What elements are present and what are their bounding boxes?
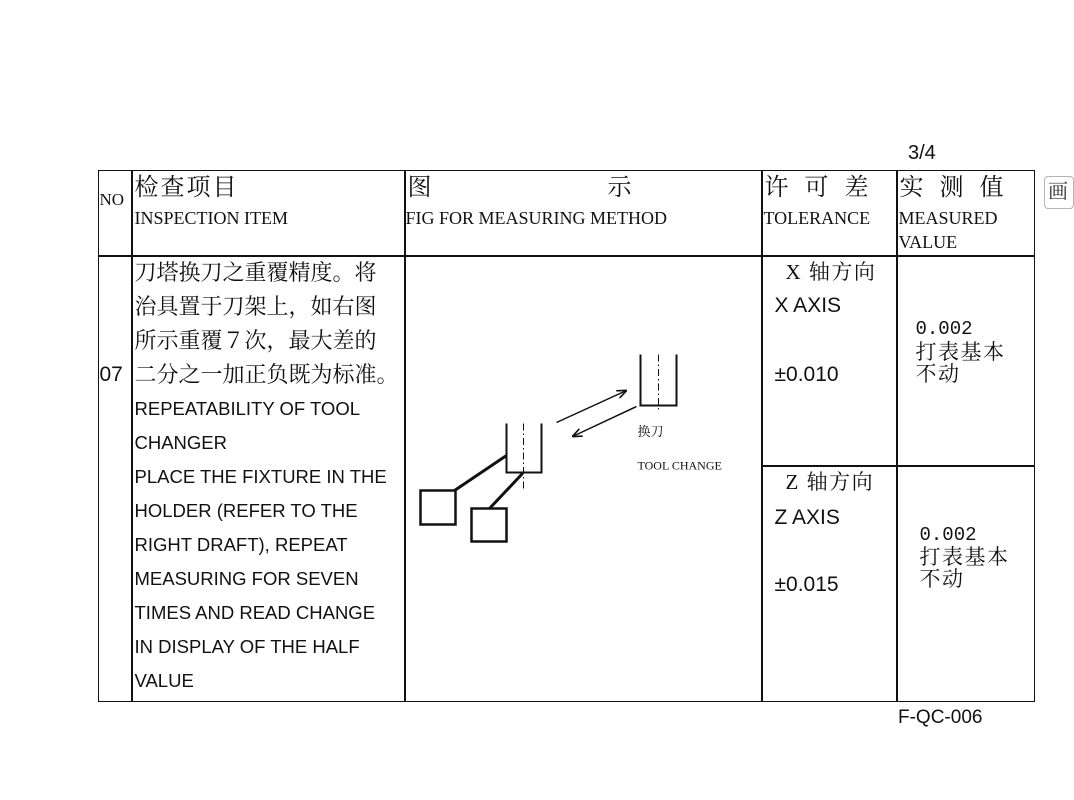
- tool-change-figure: [405, 256, 760, 699]
- tolerance-x-value: ±0.010: [774, 362, 839, 386]
- item-line-en: IN DISPLAY OF THE HALF: [134, 636, 360, 657]
- item-description: [135, 256, 399, 698]
- tolerance-x-axis-en: X AXIS: [774, 293, 842, 317]
- tolerance-z-cell: [761, 465, 898, 702]
- item-line-zh: 二分之一加正负既为标准。: [134, 362, 399, 387]
- measured-x-value: 0.002: [915, 318, 973, 341]
- arrow-toward-spindle: [557, 391, 627, 423]
- row-no-cell: [98, 255, 133, 702]
- item-line-en: RIGHT DRAFT), REPEAT: [134, 534, 348, 555]
- measured-z-cell: [896, 465, 1035, 702]
- tolerance-x-axis-zh: X 轴方向: [785, 259, 877, 284]
- header-tolerance-cell: [761, 170, 898, 257]
- measured-z-value: 0.002: [919, 524, 977, 547]
- measured-z-note-line1: 打表基本: [919, 545, 1010, 570]
- tool-change-label-en: TOOL CHANGE: [637, 458, 722, 473]
- tolerance-x-cell: [761, 255, 898, 467]
- tolerance-z-axis-en: Z AXIS: [774, 505, 840, 529]
- item-line-en: HOLDER (REFER TO THE: [134, 500, 358, 521]
- header-measured-en-line2: VALUE: [898, 231, 958, 252]
- fixture-arm-1: [455, 456, 507, 491]
- fixture-block-1: [421, 491, 456, 525]
- header-fig-zh-right: 示: [607, 174, 632, 201]
- header-no-cell: [98, 170, 133, 257]
- row-number: 07: [99, 362, 123, 386]
- header-measured-zh: 实 测 值: [899, 174, 1009, 201]
- header-measured-en-line1: MEASURED: [898, 207, 998, 228]
- item-line-zh: 所示重覆７次，最大差的: [134, 328, 377, 353]
- item-line-en: VALUE: [134, 670, 194, 691]
- item-line-zh: 治具置于刀架上，如右图: [134, 294, 377, 319]
- fixture-block-2: [472, 509, 507, 542]
- header-fig-cell: [404, 170, 763, 257]
- side-tool-button[interactable]: [1044, 176, 1074, 209]
- header-item-zh: 检查项目: [134, 174, 239, 201]
- side-tool-icon: 画: [1048, 181, 1068, 203]
- measured-z-note-line2: 不动: [919, 567, 965, 592]
- tolerance-z-axis-zh: Z 轴方向: [785, 469, 875, 494]
- tolerance-z-value: ±0.015: [774, 572, 839, 596]
- row-item-cell: [131, 255, 406, 702]
- form-code: F-QC-006: [898, 707, 983, 728]
- header-item-cell: [131, 170, 406, 257]
- header-tolerance-zh: 许 可 差: [764, 174, 874, 201]
- item-line-en: CHANGER: [134, 432, 228, 453]
- header-item-en: INSPECTION ITEM: [134, 207, 288, 228]
- header-no-label: NO: [99, 189, 125, 209]
- item-line-en: REPEATABILITY OF TOOL: [134, 398, 360, 419]
- page-number: 3/4: [908, 142, 936, 164]
- item-line-en: MEASURING FOR SEVEN: [134, 568, 359, 589]
- header-fig-zh-left: 图: [407, 174, 432, 201]
- row-figure-cell: [404, 255, 763, 702]
- measured-x-note-line1: 打表基本: [915, 340, 1006, 365]
- item-line-zh: 刀塔换刀之重覆精度。将: [134, 260, 377, 285]
- side-tool-button-clip: [1044, 176, 1068, 211]
- measured-x-cell: [896, 255, 1035, 467]
- tool-change-label-zh: 换刀: [637, 424, 664, 439]
- item-line-en: TIMES AND READ CHANGE: [134, 602, 376, 623]
- header-measured-cell: [896, 170, 1035, 257]
- header-fig-en: FIG FOR MEASURING METHOD: [405, 207, 668, 228]
- header-tolerance-en: TOLERANCE: [763, 207, 871, 228]
- fixture-arm-2: [490, 474, 523, 509]
- measured-x-note-line2: 不动: [915, 362, 961, 387]
- item-line-en: PLACE THE FIXTURE IN THE: [134, 466, 387, 487]
